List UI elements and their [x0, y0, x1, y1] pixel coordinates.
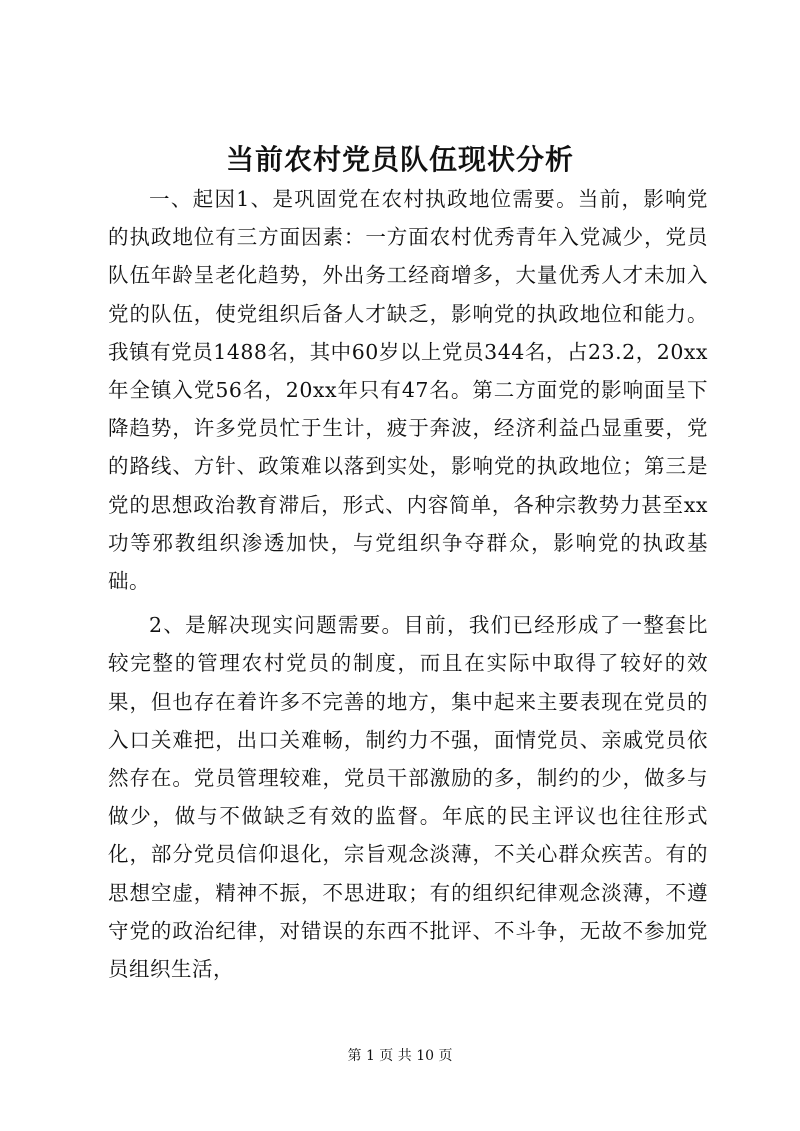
document-body [108, 180, 708, 994]
paragraph-1: 一、起因1、是巩固党在农村执政地位需要。当前，影响党的执政地位有三方面因素：一方面农村优秀青年入党减少，党员队伍年龄呈老化趋势，外出务工经商增多，大量优秀人才未加入党的队伍，使党组织后备人才缺乏，影响党的执政地位和能力。我镇有党员1488名，其中60岁以上党员344名，占23.2，20xx年全镇入党56名，20xx年只有47名。第二方面党的影响面呈下降趋势，许多党员忙于生计，疲于奔波，经济利益凸显重要，党的路线、方针、政策难以落到实处，影响党的执政地位；第三是党的思想政治教育滞后，形式、内容简单，各种宗教势力甚至xx功等邪教组织渗透加快，与党组织争夺群众，影响党的执政基础。 [108, 187, 708, 594]
page-footer: 第 1 页 共 10 页 [347, 1048, 453, 1064]
paragraph-2: 2、是解决现实问题需要。目前，我们已经形成了一整套比较完整的管理农村党员的制度，而且在实际中取得了较好的效果，但也存在着许多不完善的地方，集中起来主要表现在党员的入口关难把，出口关难畅，制约力不强，面情党员、亲戚党员依然存在。党员管理较难，党员干部激励的多，制约的少，做多与做少，做与不做缺乏有效的监督。年底的民主评议也往往形式化，部分党员信仰退化，宗旨观念淡薄，不关心群众疾苦。有的思想空虚，精神不振，不思进取；有的组织纪律观念淡薄，不遵守党的政治纪律，对错误的东西不批评、不斗争，无故不参加党员组织生活， [108, 613, 708, 982]
document-title: 当前农村党员队伍现状分析 [225, 143, 574, 176]
